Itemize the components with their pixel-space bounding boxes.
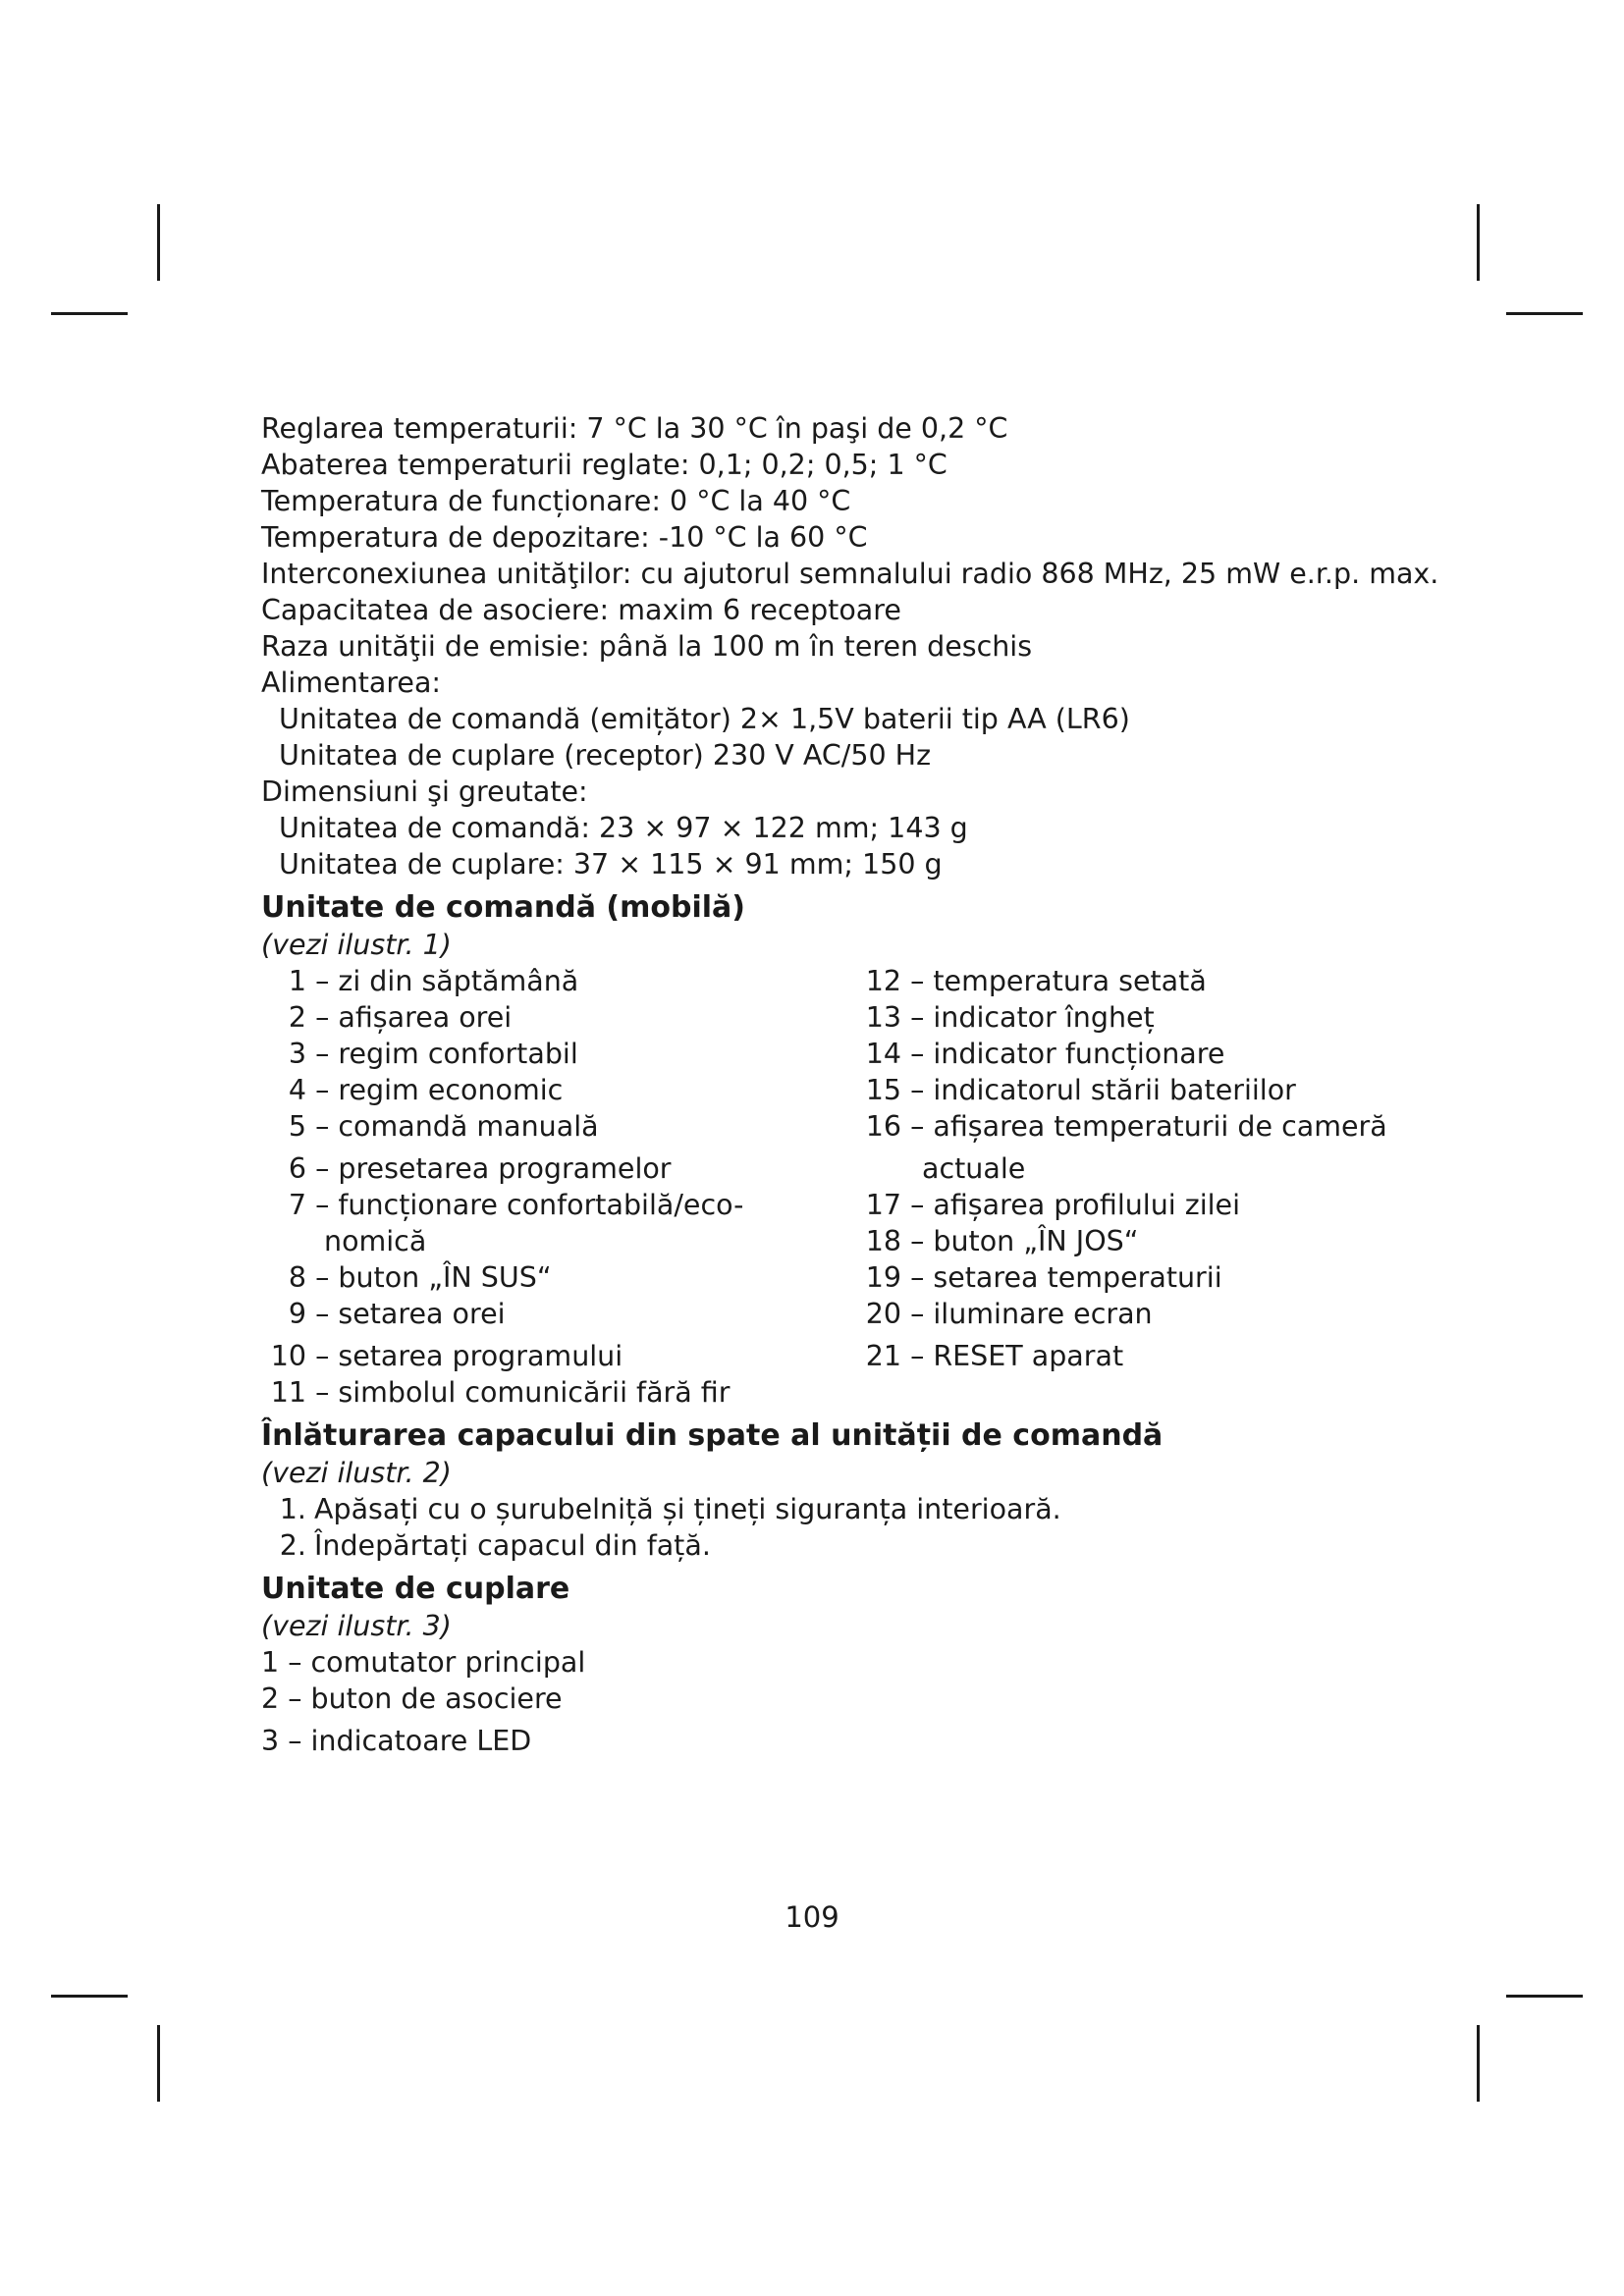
legend-item: 2 – buton de asociere bbox=[261, 1682, 563, 1715]
coupling-unit-legend bbox=[261, 1644, 1371, 1759]
legend-item: 1 – comutator principal bbox=[261, 1646, 586, 1679]
section-heading: Unitate de cuplare bbox=[261, 1572, 570, 1606]
illustration-reference: (vezi ilustr. 3) bbox=[261, 1610, 452, 1642]
legend-item: 21 – RESET aparat bbox=[865, 1340, 1124, 1372]
steps-list bbox=[261, 1491, 1371, 1564]
section-heading: Înlăturarea capacului din spate al unității de comandă bbox=[261, 1418, 1164, 1453]
spec-line: Temperatura de funcționare: 0 °C la 40 °C bbox=[261, 485, 851, 517]
legend-item: 5 – comandă manuală bbox=[288, 1110, 599, 1143]
control-unit-legend bbox=[261, 963, 1387, 1411]
spec-line: Unitatea de comandă (emițător) 2× 1,5V baterii tip AA (LR6) bbox=[279, 703, 1130, 735]
legend-item: 8 – buton „ÎN SUS“ bbox=[288, 1261, 552, 1294]
spec-line: Unitatea de cuplare (receptor) 230 V AC/50 Hz bbox=[279, 739, 932, 772]
specifications-list bbox=[261, 410, 1439, 882]
legend-item: 7 – funcționare confortabilă/eco- bbox=[288, 1189, 744, 1221]
crop-mark-bottom-right-vertical bbox=[1477, 2025, 1480, 2102]
spec-line: Alimentarea: bbox=[261, 667, 442, 699]
legend-item-continuation: actuale bbox=[922, 1152, 1026, 1185]
legend-item: 3 – indicatoare LED bbox=[261, 1725, 532, 1757]
section-heading: Unitate de comandă (mobilă) bbox=[261, 890, 745, 925]
legend-item: 12 – temperatura setată bbox=[865, 965, 1207, 997]
crop-mark-top-right-vertical bbox=[1477, 204, 1480, 281]
legend-item: 15 – indicatorul stării bateriilor bbox=[865, 1074, 1296, 1106]
legend-item: 19 – setarea temperaturii bbox=[865, 1261, 1222, 1294]
spec-line: Dimensiuni şi greutate: bbox=[261, 775, 588, 808]
step-item: 2. Îndepărtați capacul din față. bbox=[279, 1529, 711, 1562]
legend-item: 16 – afișarea temperaturii de cameră bbox=[865, 1110, 1387, 1143]
legend-item: 11 – simbolul comunicării fără fir bbox=[270, 1376, 731, 1409]
legend-item: 17 – afișarea profilului zilei bbox=[865, 1189, 1241, 1221]
legend-column-right bbox=[856, 963, 1387, 1411]
legend-item: 9 – setarea orei bbox=[288, 1298, 506, 1330]
legend-item: 2 – afișarea orei bbox=[288, 1001, 513, 1034]
legend-item: 10 – setarea programului bbox=[270, 1340, 623, 1372]
crop-mark-bottom-right-horizontal bbox=[1506, 1995, 1583, 1998]
spec-line: Abaterea temperaturii reglate: 0,1; 0,2; 0,5; 1 °C bbox=[261, 449, 947, 481]
legend-item-continuation: nomică bbox=[324, 1225, 427, 1257]
crop-mark-bottom-left-horizontal bbox=[51, 1995, 128, 1998]
illustration-reference: (vezi ilustr. 2) bbox=[261, 1457, 452, 1489]
legend-item: 18 – buton „ÎN JOS“ bbox=[865, 1225, 1139, 1257]
illustration-reference: (vezi ilustr. 1) bbox=[261, 929, 452, 961]
crop-mark-top-left-vertical bbox=[157, 204, 160, 281]
page-content bbox=[261, 410, 1439, 1759]
legend-item: 4 – regim economic bbox=[288, 1074, 564, 1106]
legend-item: 13 – indicator îngheț bbox=[865, 1001, 1155, 1034]
legend-item: 20 – iluminare ecran bbox=[865, 1298, 1153, 1330]
legend-item: 3 – regim confortabil bbox=[288, 1038, 578, 1070]
legend-item: 1 – zi din săptămână bbox=[288, 965, 579, 997]
spec-line: Unitatea de cuplare: 37 × 115 × 91 mm; 150 g bbox=[279, 848, 943, 881]
crop-mark-top-left-horizontal bbox=[51, 312, 128, 315]
legend-item: 14 – indicator funcționare bbox=[865, 1038, 1225, 1070]
legend-column-left bbox=[261, 963, 856, 1411]
crop-mark-top-right-horizontal bbox=[1506, 312, 1583, 315]
page-number: 109 bbox=[785, 1900, 839, 1934]
spec-line: Unitatea de comandă: 23 × 97 × 122 mm; 143 g bbox=[279, 812, 968, 844]
crop-mark-bottom-left-vertical bbox=[157, 2025, 160, 2102]
spec-line: Reglarea temperaturii: 7 °C la 30 °C în paşi de 0,2 °C bbox=[261, 412, 1008, 445]
spec-line: Temperatura de depozitare: -10 °C la 60 °C bbox=[261, 521, 868, 554]
spec-line: Interconexiunea unităţilor: cu ajutorul semnalului radio 868 MHz, 25 mW e.r.p. max. bbox=[261, 558, 1439, 590]
step-item: 1. Apăsați cu o șurubelniță și țineți siguranța interioară. bbox=[279, 1493, 1061, 1525]
spec-line: Raza unităţii de emisie: până la 100 m în teren deschis bbox=[261, 630, 1033, 663]
spec-line: Capacitatea de asociere: maxim 6 receptoare bbox=[261, 594, 901, 626]
legend-item: 6 – presetarea programelor bbox=[288, 1152, 672, 1185]
